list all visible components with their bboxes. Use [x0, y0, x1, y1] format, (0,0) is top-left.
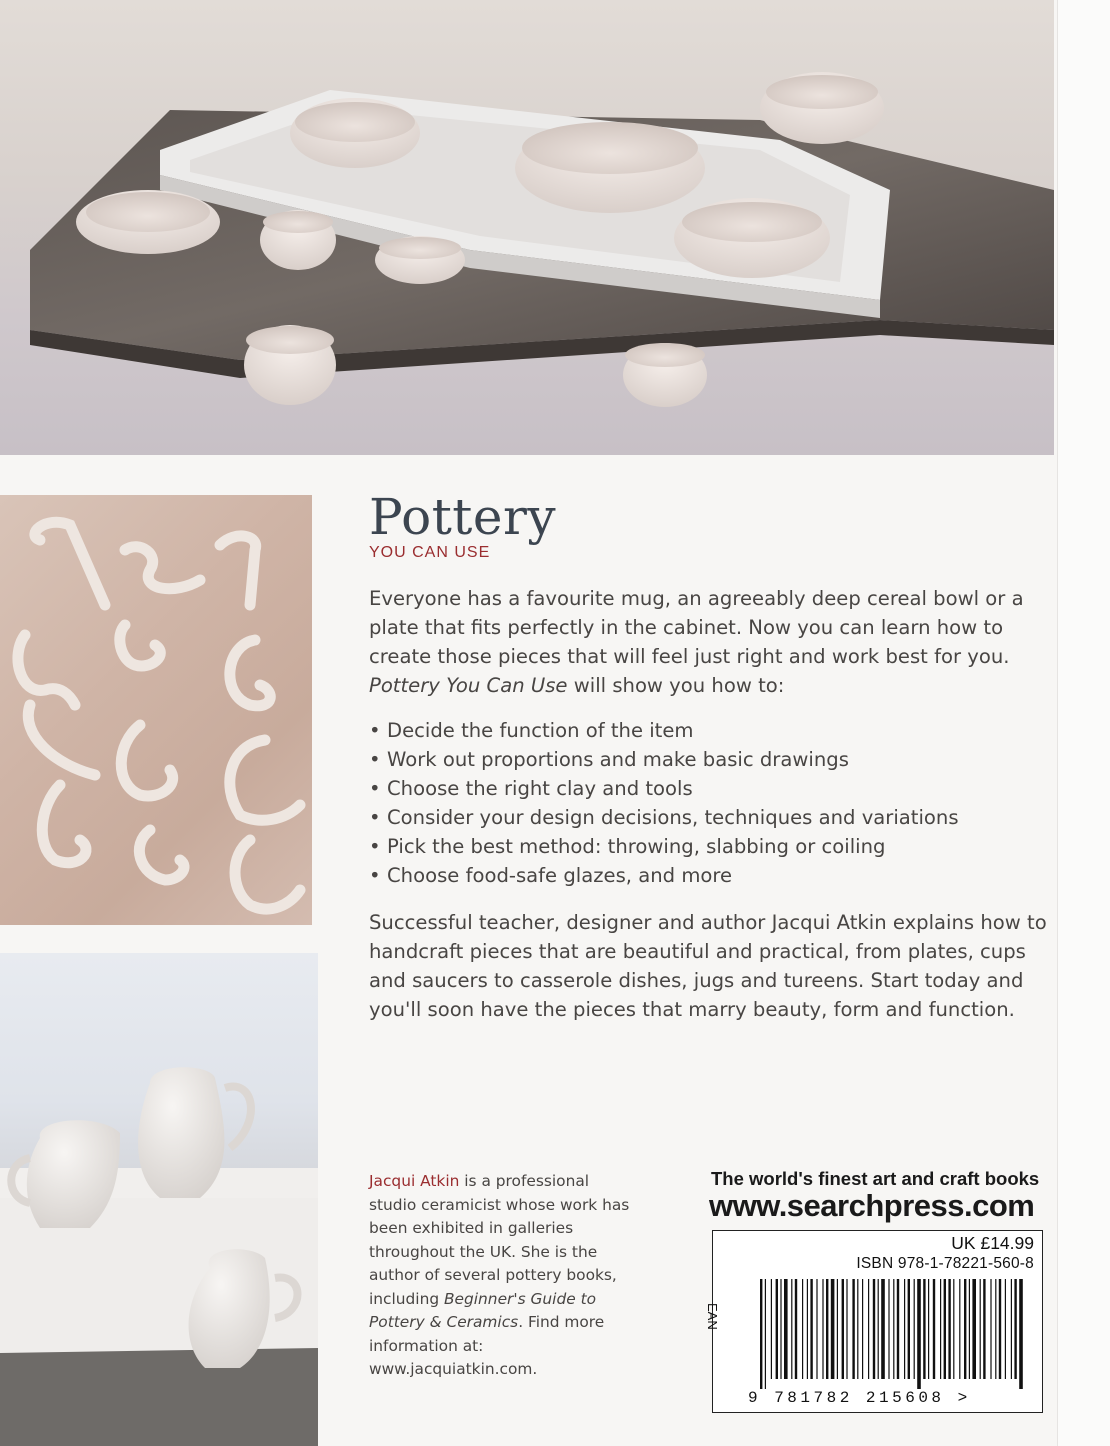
barcode-bar — [816, 1279, 817, 1379]
barcode-bar — [923, 1279, 925, 1379]
barcode-bar — [881, 1279, 885, 1379]
price-label: UK £14.99 — [951, 1233, 1034, 1253]
feature-list-item: • Choose the right clay and tools — [369, 774, 1049, 803]
barcode-bar — [795, 1279, 797, 1379]
author-name: Jacqui Atkin — [369, 1172, 460, 1190]
barcode-bar — [1014, 1279, 1016, 1379]
barcode-bar — [873, 1279, 875, 1379]
bowls-on-trays-photo — [0, 0, 1054, 455]
barcode-bar — [791, 1279, 792, 1379]
barcode-bar — [776, 1279, 778, 1379]
barcode-bar — [784, 1279, 788, 1379]
barcode-bar — [878, 1279, 879, 1379]
barcode-bar — [999, 1279, 1001, 1379]
barcode-bar — [917, 1279, 921, 1389]
barcode-bar — [826, 1279, 828, 1379]
outro-paragraph: Successful teacher, designer and author Jacqui Atkin explains how to handcraft pieces that are beautiful and practical, from plates, cups and saucers to casserole dishes, jugs and tureens. Start today and you'll soon have the pieces that marry beauty, form and function. — [369, 911, 1047, 1021]
barcode-bar — [897, 1279, 899, 1379]
barcode-bar — [969, 1279, 970, 1379]
feature-list-item: • Work out proportions and make basic drawings — [369, 745, 1049, 774]
barcode-bar — [940, 1279, 941, 1379]
barcode-bar — [807, 1279, 808, 1379]
barcode-bar — [944, 1279, 946, 1379]
barcode-bar — [857, 1279, 858, 1379]
barcode-bar — [972, 1279, 976, 1379]
barcode-bar — [995, 1279, 996, 1379]
barcode-bar — [888, 1279, 889, 1379]
cover-edge — [1057, 0, 1110, 1446]
barcode-bar — [990, 1279, 991, 1379]
isbn-label: ISBN 978-1-78221-560-8 — [856, 1255, 1034, 1272]
barcode-bar — [1019, 1279, 1023, 1389]
barcode-bar — [760, 1279, 762, 1389]
barcode-bar — [964, 1279, 966, 1379]
barcode-bar — [980, 1279, 981, 1379]
barcode-bar — [893, 1279, 894, 1379]
feature-list — [369, 716, 1049, 890]
barcode-bar — [1005, 1279, 1006, 1379]
bowls-illustration — [0, 0, 1054, 455]
barcode-bar — [953, 1279, 954, 1379]
barcode-bar — [928, 1279, 929, 1379]
barcode-bar — [948, 1279, 950, 1379]
barcode-bar — [822, 1279, 823, 1379]
feature-list-item: • Choose food-safe glazes, and more — [369, 861, 1049, 890]
barcode-bar — [1011, 1279, 1012, 1379]
barcode-bar — [914, 1279, 915, 1379]
barcode-bar — [780, 1279, 781, 1379]
barcode-graphic — [758, 1279, 1028, 1389]
intro-book-title: Pottery You Can Use — [369, 674, 568, 697]
barcode-bar — [983, 1279, 985, 1379]
barcode-bar — [842, 1279, 844, 1379]
ean-label: EAN — [705, 1303, 720, 1330]
barcode-bar — [831, 1279, 835, 1379]
barcode-bar — [765, 1279, 766, 1389]
publisher-url: www.searchpress.com — [709, 1188, 1035, 1223]
bio-book-title: Beginner's Guide to Pottery & Ceramics — [369, 1289, 597, 1331]
bio-text-end: . Find more information at: www.jacquiatkin.com. — [369, 1313, 605, 1378]
barcode-bar — [959, 1279, 960, 1379]
barcode-digits: 9 781782 215608 > — [748, 1389, 971, 1407]
author-bio — [369, 1170, 639, 1382]
intro-paragraph — [369, 584, 1049, 700]
publisher-tagline: The world's finest art and craft books — [711, 1168, 1040, 1189]
barcode-bar — [868, 1279, 869, 1379]
barcode-bar — [862, 1279, 863, 1379]
barcode-bar — [837, 1279, 838, 1379]
feature-list-item: • Pick the best method: throwing, slabbing or coiling — [369, 832, 1049, 861]
handles-illustration — [0, 495, 312, 925]
barcode-bar — [802, 1279, 803, 1379]
barcode-bar — [846, 1279, 847, 1379]
barcode-bar — [904, 1279, 905, 1379]
jugs-photo — [0, 953, 318, 1446]
barcode-bar — [852, 1279, 854, 1379]
intro-text-end: will show you how to: — [567, 674, 785, 697]
barcode-bar — [933, 1279, 935, 1379]
barcode-box — [705, 1230, 1043, 1413]
book-subtitle: YOU CAN USE — [369, 544, 491, 561]
feature-list-item: • Consider your design decisions, techniques and variations — [369, 803, 1049, 832]
jugs-illustration — [0, 953, 318, 1446]
book-title: Pottery — [369, 488, 557, 546]
feature-list-item: • Decide the function of the item — [369, 716, 1049, 745]
clay-handles-photo — [0, 495, 312, 925]
barcode-bar — [810, 1279, 812, 1379]
intro-text-start: Everyone has a favourite mug, an agreeably deep cereal bowl or a plate that fits perfectly in the cabinet. Now you can learn how to create those pieces that will feel just right and work best for you. — [369, 587, 1024, 668]
bio-text-start: is a professional studio ceramicist whose work has been exhibited in galleries throughout the UK. She is the author of several pottery books, including — [369, 1172, 630, 1308]
barcode-bar — [908, 1279, 910, 1379]
barcode-bar — [771, 1279, 772, 1379]
